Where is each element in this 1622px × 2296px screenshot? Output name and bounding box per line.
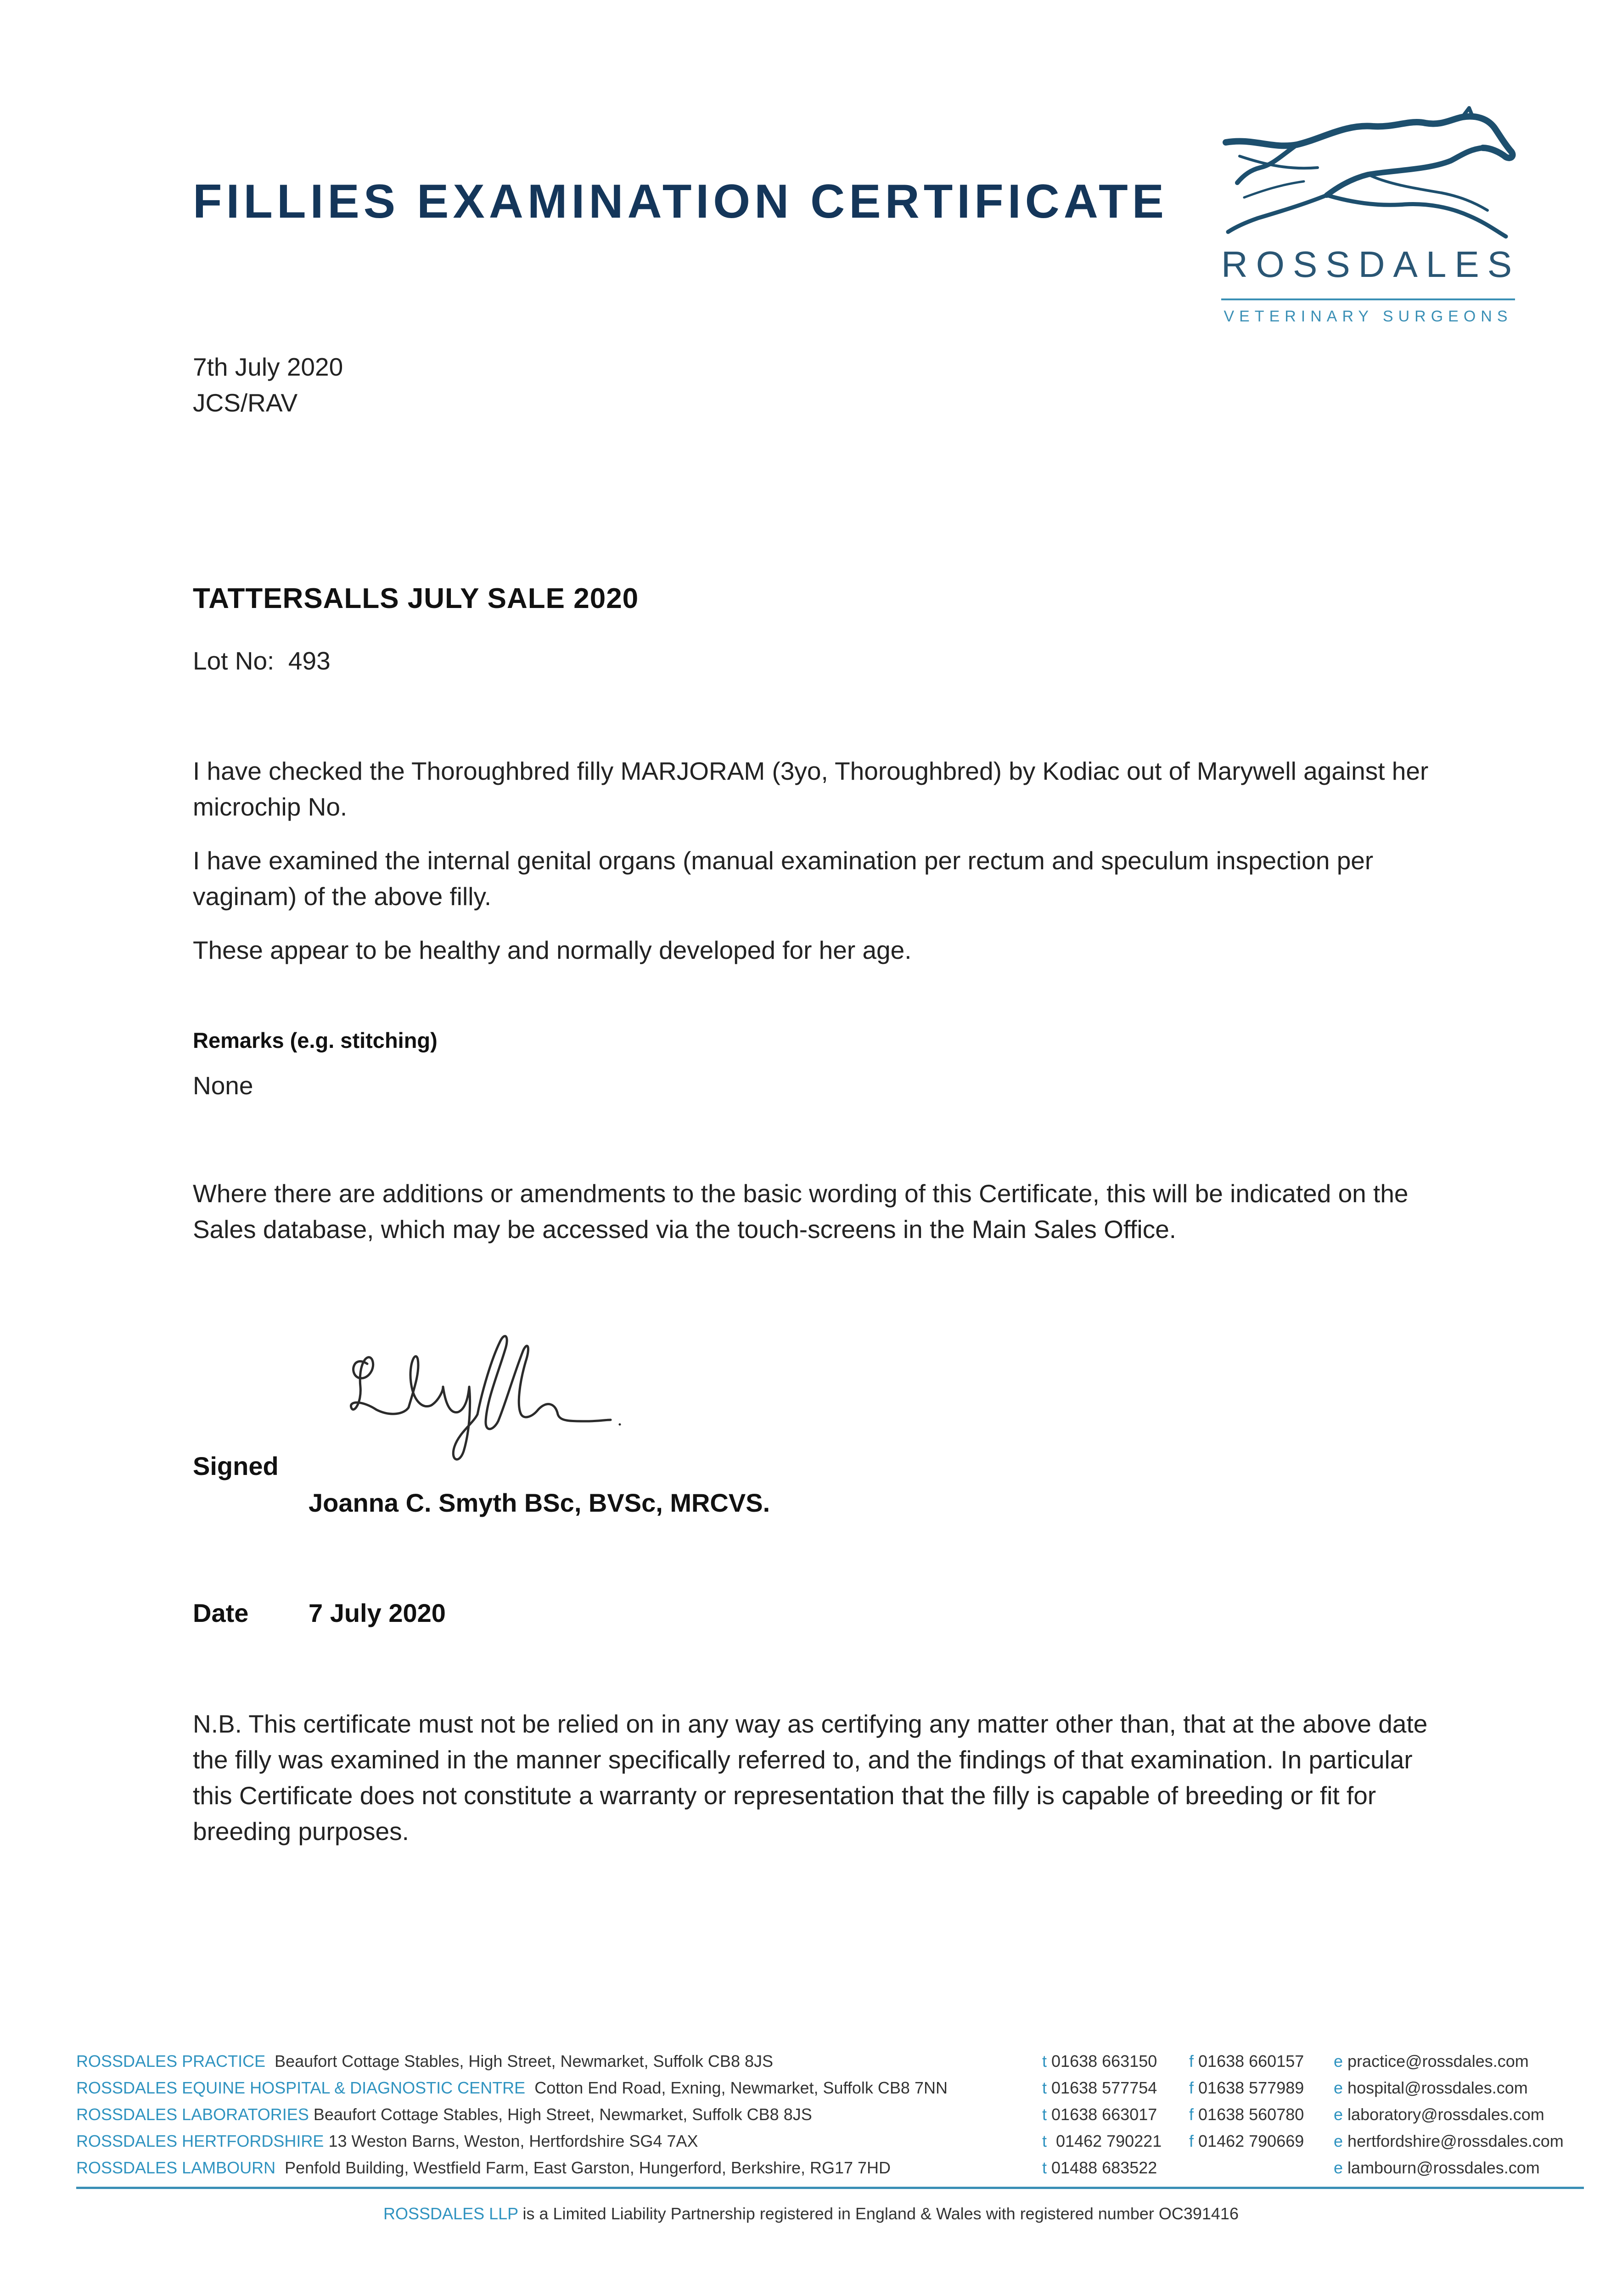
sale-title: TATTERSALLS JULY SALE 2020	[193, 583, 639, 614]
logo-wordmark: ROSSDALES	[1221, 244, 1521, 285]
footer-tel-prefix: t	[1042, 2078, 1047, 2097]
handwritten-signature	[340, 1322, 624, 1474]
footer-tel: 01638 663017	[1051, 2105, 1157, 2124]
footer-fax: 01638 560780	[1198, 2105, 1304, 2124]
footer-practice-row	[0, 2155, 1622, 2181]
footer-practice-name: ROSSDALES EQUINE HOSPITAL & DIAGNOSTIC CENTRE	[76, 2078, 526, 2097]
footer-fax: 01638 660157	[1198, 2052, 1304, 2071]
footer-practice-address: Cotton End Road, Exning, Newmarket, Suffolk CB8 7NN	[534, 2078, 948, 2097]
lot-number: 493	[288, 647, 331, 675]
lot-line	[193, 643, 331, 679]
footer-practice-address: Beaufort Cottage Stables, High Street, Newmarket, Suffolk CB8 8JS	[313, 2105, 812, 2124]
footer-practice-row	[0, 2101, 1622, 2128]
remarks-value: None	[193, 1071, 253, 1100]
signed-label: Signed	[193, 1452, 279, 1480]
footer-email[interactable]: hospital@rossdales.com	[1347, 2078, 1528, 2097]
footer-practice-row	[0, 2048, 1622, 2075]
finding-paragraph: These appear to be healthy and normally developed for her age.	[193, 936, 912, 964]
date-label: Date	[193, 1598, 249, 1627]
footer-practice-name: ROSSDALES PRACTICE	[76, 2052, 266, 2071]
footer-practice-row	[0, 2075, 1622, 2101]
footer-email[interactable]: practice@rossdales.com	[1347, 2052, 1529, 2071]
footer-email[interactable]: hertfordshire@rossdales.com	[1347, 2132, 1564, 2150]
remarks-label: Remarks (e.g. stitching)	[193, 1028, 438, 1052]
footer-tel-prefix: t	[1042, 2052, 1047, 2071]
examination-paragraph: I have examined the internal genital organs (manual examination per rectum and speculum inspection per vaginam) of the above filly.	[193, 846, 1374, 911]
disclaimer-paragraph: N.B. This certificate must not be relied on in any way as certifying any matter other than, that at the above date the filly was examined in the manner specifically referred to, and the findings of that examination. In particular this Certificate does not constitute a warranty or representation that the filly is capable of breeding or fit for breeding purposes.	[193, 1710, 1428, 1846]
footer-email-prefix: e	[1334, 2052, 1343, 2071]
footer-practice-row	[0, 2128, 1622, 2155]
footer-practice-name: ROSSDALES HERTFORDSHIRE	[76, 2132, 324, 2150]
footer-tel: 01638 663150	[1051, 2052, 1157, 2071]
footer-email-prefix: e	[1334, 2078, 1343, 2097]
date-value: 7 July 2020	[309, 1598, 446, 1627]
certificate-title: FILLIES EXAMINATION CERTIFICATE	[193, 175, 1168, 228]
footer-registration	[0, 2204, 1622, 2223]
footer-tel-prefix: t	[1042, 2132, 1047, 2150]
footer-llp-name: ROSSDALES LLP	[383, 2204, 518, 2223]
footer-fax-prefix: f	[1189, 2052, 1194, 2071]
identification-paragraph: I have checked the Thoroughbred filly MARJORAM (3yo, Thoroughbred) by Kodiac out of Marywell against her microchip No.	[193, 757, 1429, 821]
logo-divider	[1221, 298, 1515, 300]
footer-email-prefix: e	[1334, 2132, 1343, 2150]
footer-practice-name: ROSSDALES LABORATORIES	[76, 2105, 309, 2124]
footer-fax-prefix: f	[1189, 2078, 1194, 2097]
footer-tel: 01462 790221	[1056, 2132, 1162, 2150]
footer-email-prefix: e	[1334, 2105, 1343, 2124]
letter-reference: JCS/RAV	[193, 388, 298, 417]
footer-fax: 01638 577989	[1198, 2078, 1304, 2097]
footer-fax-prefix: f	[1189, 2105, 1194, 2124]
footer-email-prefix: e	[1334, 2158, 1343, 2177]
footer-practice-name: ROSSDALES LAMBOURN	[76, 2158, 276, 2177]
footer-tel-prefix: t	[1042, 2105, 1047, 2124]
footer-llp-text: is a Limited Liability Partnership registered in England & Wales with registered number OC391416	[522, 2204, 1239, 2223]
reference-block	[193, 349, 343, 421]
footer-practice-address: Beaufort Cottage Stables, High Street, Newmarket, Suffolk CB8 8JS	[275, 2052, 773, 2071]
footer-tel-prefix: t	[1042, 2158, 1047, 2177]
footer-tel: 01488 683522	[1051, 2158, 1157, 2177]
footer-email[interactable]: lambourn@rossdales.com	[1347, 2158, 1540, 2177]
footer-email[interactable]: laboratory@rossdales.com	[1347, 2105, 1544, 2124]
letter-date: 7th July 2020	[193, 353, 343, 381]
amendments-paragraph: Where there are additions or amendments to the basic wording of this Certificate, this will be indicated on the Sales database, which may be accessed via the touch-screens in the Main Sales Office.	[193, 1179, 1409, 1244]
footer-practice-address: Penfold Building, Westfield Farm, East Garston, Hungerford, Berkshire, RG17 7HD	[285, 2158, 891, 2177]
logo-subtitle: VETERINARY SURGEONS	[1224, 308, 1513, 325]
lot-label: Lot No:	[193, 647, 275, 675]
footer-practice-address: 13 Weston Barns, Weston, Hertfordshire SG4 7AX	[328, 2132, 698, 2150]
footer-fax: 01462 790669	[1198, 2132, 1304, 2150]
footer-tel: 01638 577754	[1051, 2078, 1157, 2097]
footer-fax-prefix: f	[1189, 2132, 1194, 2150]
signatory-name: Joanna C. Smyth BSc, BVSc, MRCVS.	[309, 1488, 770, 1517]
footer-divider	[76, 2187, 1584, 2189]
